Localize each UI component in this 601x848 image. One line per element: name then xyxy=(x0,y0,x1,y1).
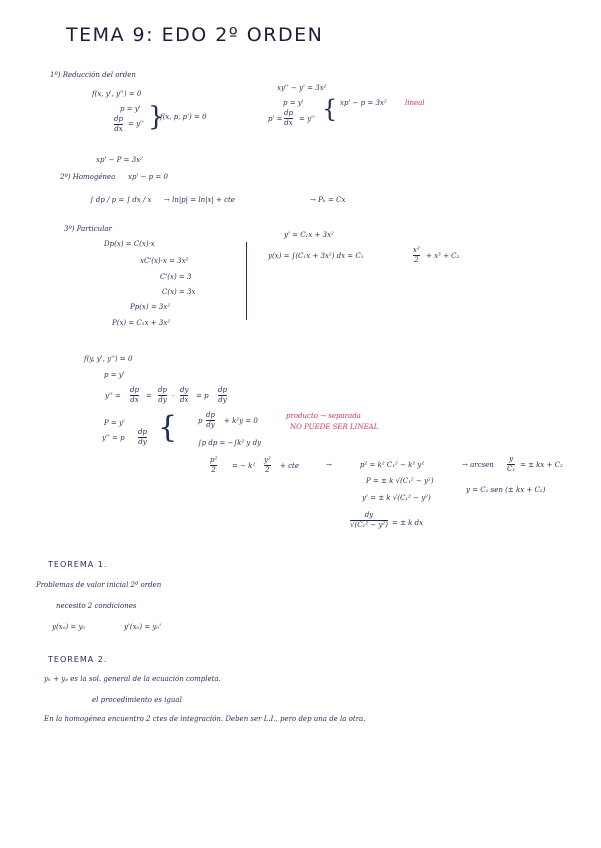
page-title: TEMA 9: EDO 2º ORDEN xyxy=(66,24,324,46)
particular-l5: Pp(x) = 3x² xyxy=(130,303,171,311)
e3-mid: = − k² xyxy=(232,462,256,470)
ypp-lhs: y'' = xyxy=(105,392,121,400)
lineal-note: lineal xyxy=(405,99,425,107)
divider-line xyxy=(246,242,247,320)
frac-dp-dx: dp dx xyxy=(130,386,139,405)
ph-result: → Pₕ = Cx xyxy=(310,196,346,204)
y-integral-lhs: y(x) = ∫(C₁x + 3x²) dx = C₁ xyxy=(268,252,364,260)
section-1-heading: 1º) Reducción del orden xyxy=(50,71,136,79)
particular-l4: C(x) = 3x xyxy=(162,288,196,296)
e1-rhs: + k²y = 0 xyxy=(224,417,258,425)
dot-1: · xyxy=(172,392,175,400)
frac-dp-dy: dp dy xyxy=(158,386,167,405)
particular-l2: xC'(x)·x = 3x² xyxy=(140,257,189,265)
eq-p: = p xyxy=(196,392,209,400)
s1-rhs: = ± kx + C₂ xyxy=(520,461,563,469)
e3-rhs: + cte xyxy=(280,462,299,470)
section-3-heading: 3º) Particular xyxy=(64,225,112,233)
s2-eq: P = ± k √(C₁² − y²) xyxy=(366,477,434,485)
example-pprime-lhs: p' = xyxy=(268,115,283,123)
s3-eq: y' = ± k √(C₁² − y²) xyxy=(362,494,431,502)
y-prime-result: y' = C₁x + 3x² xyxy=(284,231,334,239)
section-2-heading: 2º) Homogénea xyxy=(60,173,116,181)
teorema-1-line2: necesito 2 condiciones xyxy=(56,602,137,610)
example-result: xp' − p = 3x² xyxy=(340,99,387,107)
teorema-2-heading: TEOREMA 2. xyxy=(48,655,108,664)
xp-equation: xp' − P = 3x² xyxy=(96,156,143,164)
sub-p: p = y' xyxy=(120,105,141,113)
eq-general: f(x, y', y'') = 0 xyxy=(92,90,142,98)
example-dp-dx: dp dx xyxy=(284,109,293,128)
note-no-lineal: NO PUEDE SER LINEAL xyxy=(290,423,379,431)
brace-1: } xyxy=(148,102,165,132)
s3-solution: y = C₁ sen (± kx + C₂) xyxy=(466,486,546,494)
particular-l6: P(x) = C₁x + 3x² xyxy=(112,319,171,327)
note-separada: producto → separada xyxy=(286,412,361,420)
e1-dp-dy: dp dy xyxy=(206,411,215,430)
eq-sign-1: = xyxy=(146,392,152,400)
example-pprime-rhs: = y'' xyxy=(299,115,315,123)
sub-p-def: P = y' xyxy=(104,419,125,427)
example-p: p = y' xyxy=(283,99,304,107)
ln-result: → ln|p| = ln|x| + cte xyxy=(164,196,235,204)
y-integral-rhs: + x³ + C₂ xyxy=(426,252,460,260)
condition-1: y(x₀) = y₀ xyxy=(52,623,86,631)
e2-integral: ∫p dp = −∫k² y dy xyxy=(198,439,262,447)
brace-3: { xyxy=(158,410,178,445)
condition-2: y'(x₀) = y₀' xyxy=(124,623,162,631)
s4-rhs: = ± k dx xyxy=(392,519,424,527)
arrow-right: → xyxy=(326,461,332,469)
s1-arcsen: → arcsen xyxy=(462,461,494,469)
homog-eq: xp' − p = 0 xyxy=(128,173,168,181)
teorema-1-heading: TEOREMA 1. xyxy=(48,560,108,569)
frac-dy-dx: dy dx xyxy=(180,386,189,405)
dp-dx-fraction: dp dx xyxy=(114,115,123,134)
sub-ypp: y'' = p xyxy=(102,434,125,442)
y-over-c1: y C₁ xyxy=(507,455,516,474)
teorema-1-line1: Problemas de valor inicial 2º orden xyxy=(36,581,162,589)
s1-eq: p² = k² C₁² − k² y² xyxy=(360,461,425,469)
teorema-2-line1: yₕ + yₚ es la sol. general de la ecuación completa. xyxy=(44,675,221,683)
dy-over-sqrt: dy √(C₁² − y²) xyxy=(350,511,388,530)
eq-f-y: f(y, y', y'') = 0 xyxy=(84,355,133,363)
y2-over-2: y² 2 xyxy=(264,456,271,475)
dp-rhs: = y'' xyxy=(128,120,144,128)
teorema-2-line3: En la homogénea encuentro 2 ctes de integración. Deben ser L.I., pero dep una de la otra. xyxy=(44,715,366,723)
x2-over-2: x² 2 xyxy=(413,246,420,265)
f-reduced: f(x, p, p') = 0 xyxy=(160,113,207,121)
frac-dp-dy-2: dp dy xyxy=(218,386,227,405)
example-eq: xy'' − y' = 3x² xyxy=(277,84,327,92)
p2-over-2: p² 2 xyxy=(210,456,218,475)
particular-l3: C'(x) = 3 xyxy=(160,273,192,281)
integral-separation: ∫ dp / p = ∫ dx / x xyxy=(90,196,152,204)
particular-l1: Dp(x) = C(x)·x xyxy=(104,240,155,248)
e1-p: p xyxy=(198,417,203,425)
sub-dp-dy: dp dy xyxy=(138,428,147,447)
brace-2: { xyxy=(322,95,338,123)
teorema-2-line2: el procedimiento es igual xyxy=(92,696,182,704)
p-def: p = y' xyxy=(104,371,125,379)
